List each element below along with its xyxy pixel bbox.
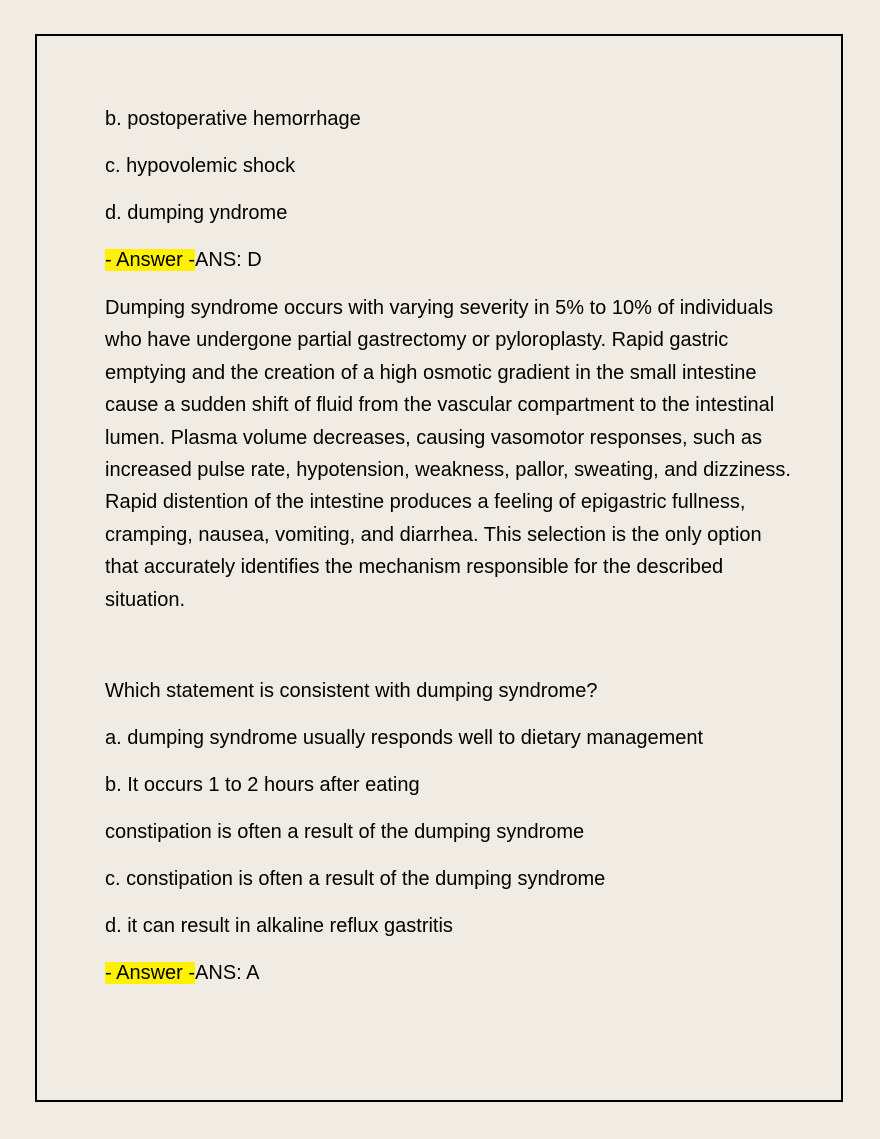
q2-answer [105,958,795,988]
q1-option-d: d. dumping yndrome [105,202,288,224]
answer-value: ANS: D [195,249,262,271]
document-content [105,104,795,988]
answer-highlight: - Answer - [105,249,196,271]
q2-option-d: d. it can result in alkaline reflux gastritis [105,915,453,938]
q2-option-extra: constipation is often a result of the dumping syndrome [105,821,585,844]
q2-question: Which statement is consistent with dumping syndrome? [105,680,598,703]
q2-option-a: a. dumping syndrome usually responds well to dietary management [105,727,704,750]
answer-value: ANS: A [195,962,260,985]
q2-option-c: c. constipation is often a result of the dumping syndrome [105,868,606,891]
document-page [35,34,843,1102]
q1-answer [105,245,795,275]
q2-option-b: b. It occurs 1 to 2 hours after eating [105,774,420,797]
q1-option-b: b. postoperative hemorrhage [105,108,361,130]
q1-rationale: Dumping syndrome occurs with varying severity in 5% to 10% of individuals who have undergone partial gastrectomy or pyloroplasty. Rapid gastric emptying and the creation of a high osmotic gradient in the small intestine cause a sudden shift of fluid from the vascular compartment to the intestinal lumen. Plasma volume decreases, causing vasomotor responses, such as increased pulse rate, hypotension, weakness, pallor, sweating, and dizziness. Rapid distention of the intestine produces a feeling of epigastric fullness, cramping, nausea, vomiting, and diarrhea. This selection is the only option that accurately identifies the mechanism responsible for the described situation. [105,297,791,611]
answer-highlight: - Answer - [105,962,196,985]
q1-option-c: c. hypovolemic shock [105,155,296,177]
